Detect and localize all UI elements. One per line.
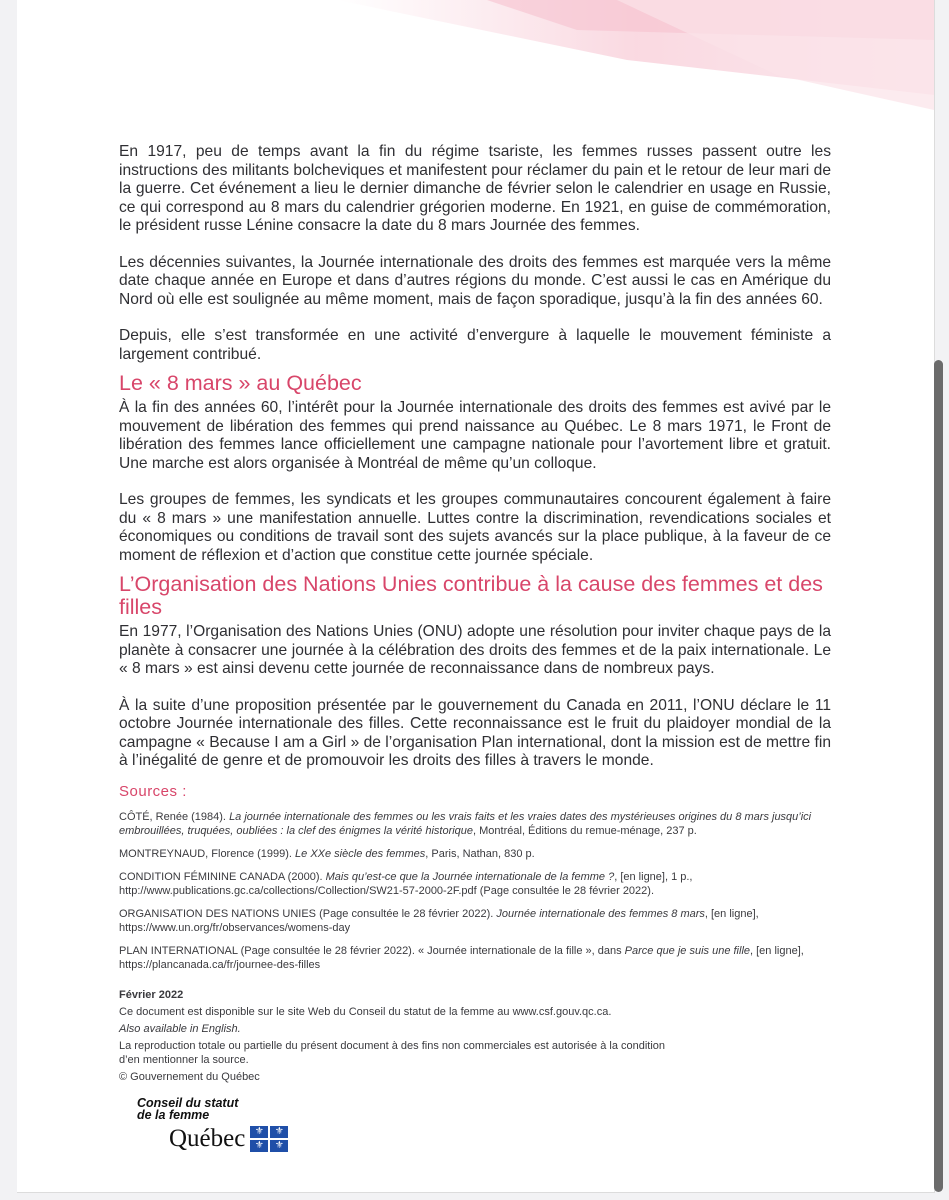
vertical-scrollbar[interactable] (934, 360, 943, 1192)
section-heading-onu: L’Organisation des Nations Unies contribue à la cause des femmes et des filles (119, 572, 823, 619)
intro-paragraph: Depuis, elle s’est transformée en une activité d’envergure à laquelle le mouvement féministe a largement contribué. (119, 327, 831, 363)
decorative-pink-shapes (17, 0, 934, 120)
logo-org-line2: de la femme (137, 1108, 210, 1122)
quebec-flag-icon: ⚜ ⚜ ⚜ ⚜ (250, 1126, 288, 1152)
reproduction-note: La reproduction totale ou partielle du présent document à des fins non commerciales est autorisée à la condition d’en mentionner la source. (119, 1039, 666, 1066)
quebec-wordmark (169, 1125, 288, 1153)
section-paragraph: Les groupes de femmes, les syndicats et les groupes communautaires concourent également à faire du « 8 mars » une manifestation annuelle. Luttes contre la discrimination, revendications sociales et économiques ou conditions de travail sont des sujets avancés sur la place publique, à la faveur de ce moment de réflexion et d’action que constitue cette journée spéciale. (119, 491, 831, 564)
reference-item: CONDITION FÉMININE CANADA (2000). Mais qu’est-ce que la Journée internationale de la femme ?, [en ligne], 1 p., http://www.publications.gc.ca/collections/Collection/SW21-57-2000-2F.pdf (Page consultée le 28 février 2022). (119, 870, 693, 897)
section-paragraph: À la suite d’une proposition présentée par le gouvernement du Canada en 2011, l’ONU déclare le 11 octobre Journée internationale des filles. Cette reconnaissance est le fruit du plaidoyer mondial de la campagne « Because I am a Girl » de l’organisation Plan international, dont la mission est de mettre fin à l’inégalité de genre et de promouvoir les droits des filles à travers le monde. (119, 696, 831, 769)
section-heading-quebec: Le « 8 mars » au Québec (119, 371, 362, 395)
english-note: Also available in English. (119, 1022, 241, 1035)
intro-paragraph: En 1917, peu de temps avant la fin du régime tsariste, les femmes russes passent outre les instructions des militants bolcheviques et manifestent pour réclamer du pain et le retour de leur mari de la guerre. Cet événement a lieu le dernier dimanche de février selon le calendrier en usage en Russie, ce qui correspond au 8 mars du calendrier grégorien moderne. En 1921, en guise de commémoration, le président russe Lénine consacre la date du 8 mars Journée des femmes. (119, 143, 831, 234)
main-content (119, 143, 831, 1087)
reference-item: ORGANISATION DES NATIONS UNIES (Page consultée le 28 février 2022). Journée internationale des femmes 8 mars, [en ligne], https://www.un.org/fr/observances/womens-day (119, 907, 759, 934)
sources-heading: Sources : (119, 782, 187, 800)
reference-item: CÔTÉ, Renée (1984). La journée internationale des femmes ou les vrais faits et les vraies dates des mystérieuses origines du 8 mars jusqu’ici embrouillées, truquées, oubliées : la clef des énigmes la vérité historique, Montréal, Éditions du remue-ménage, 237 p. (119, 810, 812, 837)
logo-org-line1: Conseil du statut (137, 1096, 239, 1110)
document-footer (119, 988, 831, 1084)
publication-date: Février 2022 (119, 988, 184, 1001)
csf-quebec-logo (137, 1097, 288, 1153)
intro-paragraph: Les décennies suivantes, la Journée internationale des droits des femmes est marquée vers la même date chaque année en Europe et dans d’autres régions du monde. C’est aussi le cas en Amérique du Nord où elle est soulignée au même moment, mais de façon sporadique, jusqu’à la fin des années 60. (119, 253, 831, 308)
quebec-wordmark-text: Québec (169, 1125, 246, 1152)
availability-note: Ce document est disponible sur le site Web du Conseil du statut de la femme au www.csf.gouv.qc.ca. (119, 1005, 612, 1018)
section-paragraph: À la fin des années 60, l’intérêt pour la Journée internationale des droits des femmes est avivé par le mouvement de libération des femmes qui prend naissance au Québec. Le 8 mars 1971, le Front de libération des femmes lance officiellement une campagne nationale pour l’avortement libre et gratuit. Une marche est alors organisée à Montréal de même qu’un colloque. (119, 399, 831, 472)
reference-item: PLAN INTERNATIONAL (Page consultée le 28 février 2022). « Journée internationale de la fille », dans Parce que je suis une fille, [en ligne], https://plancanada.ca/fr/journee-des-filles (119, 944, 804, 971)
section-paragraph: En 1977, l’Organisation des Nations Unies (ONU) adopte une résolution pour inviter chaque pays de la planète à consacrer une journée à la célébration des droits des femmes et de la paix internationale. Le « 8 mars » est ainsi devenu cette journée de reconnaissance dans de nombreux pays. (119, 623, 831, 677)
copyright: © Gouvernement du Québec (119, 1070, 260, 1083)
document-page (17, 0, 935, 1193)
reference-item: MONTREYNAUD, Florence (1999). Le XXe siècle des femmes, Paris, Nathan, 830 p. (119, 847, 535, 860)
